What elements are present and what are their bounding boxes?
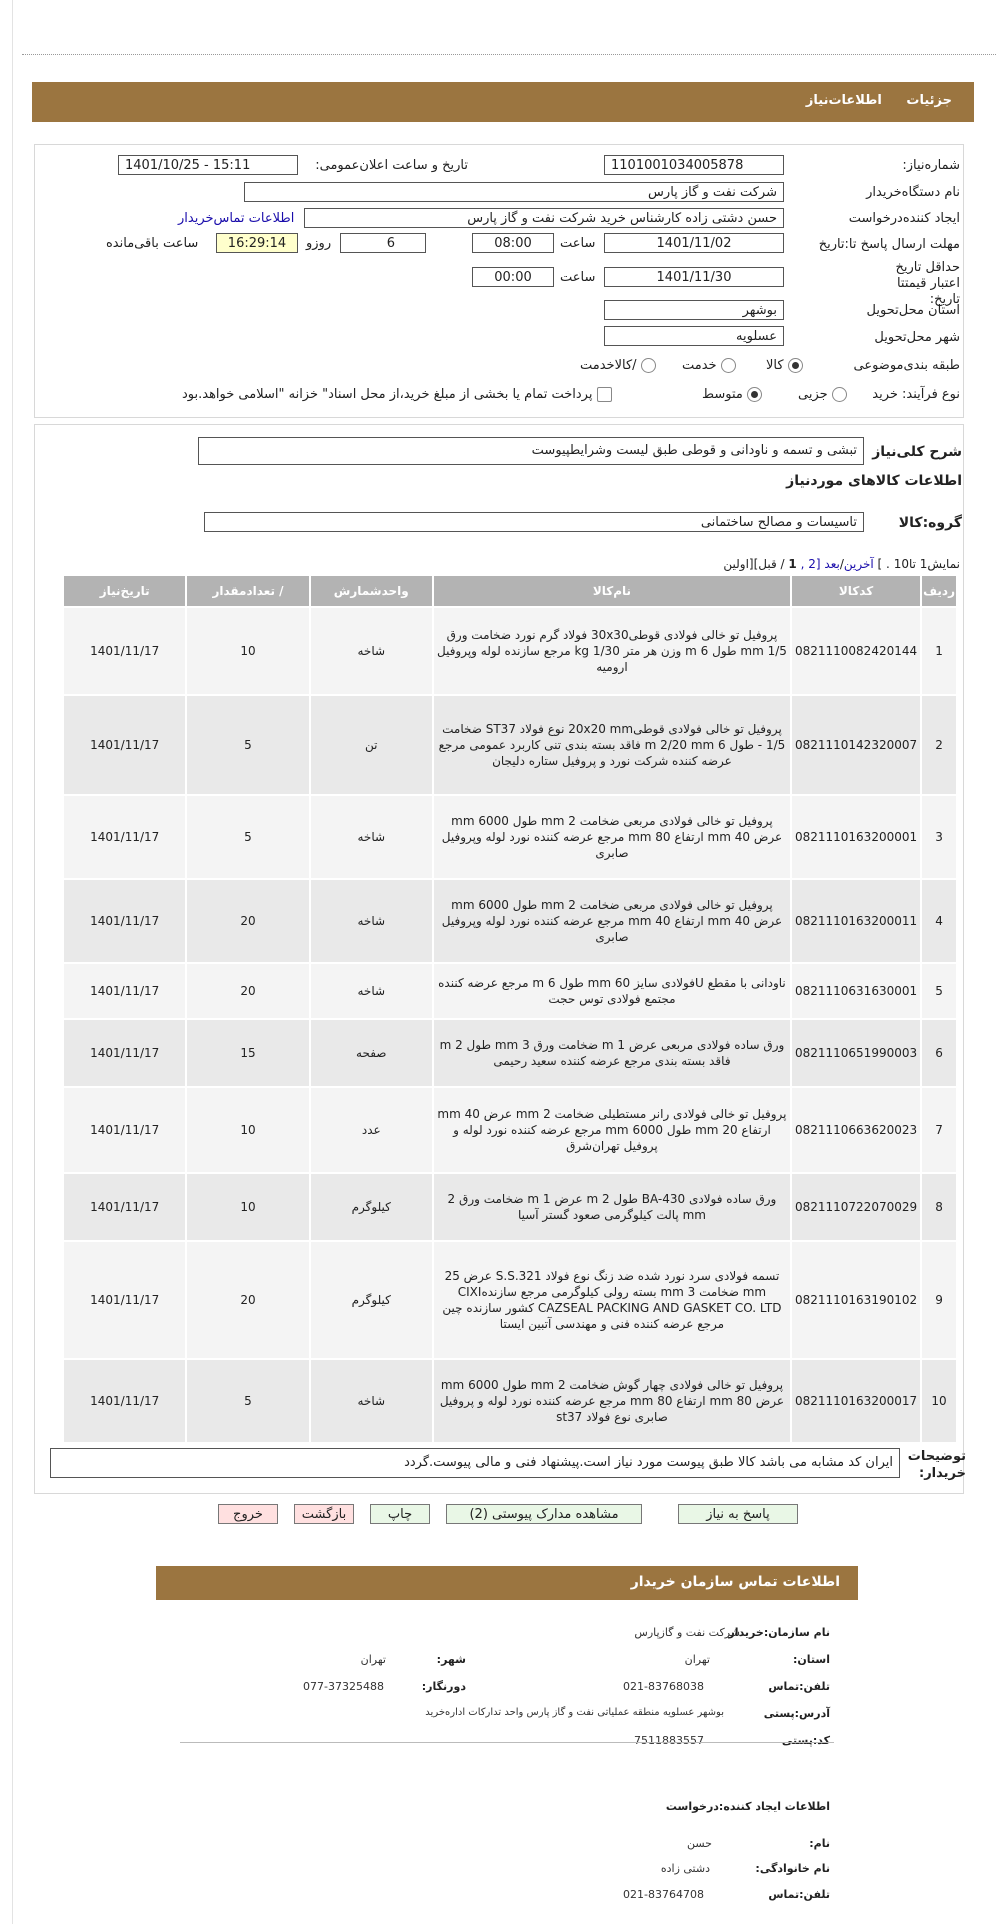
row-index: 3 bbox=[921, 795, 957, 879]
item-name: پروفیل تو خالی فولادی قوطی20x20 mm نوع فولاد ST37 ضخامت 1/5 - طول 6 m 2/20 mm فاقد بسته بندی تنی کاربرد عمومی مرجع عرضه کننده شرکت نورد و پروفیل ستاره دلیجان bbox=[433, 695, 791, 795]
org-value: شرکت نفت و گازپارس bbox=[634, 1626, 740, 1639]
item-code: 0821110142320007 bbox=[791, 695, 921, 795]
address-value: بوشهر عسلویه منطقه عملیاتی نفت و گاز پارس واحد تدارکات اداره‌خرید bbox=[425, 1707, 724, 1718]
print-button[interactable]: چاپ bbox=[370, 1504, 430, 1524]
category-goods-label: کالا bbox=[766, 358, 784, 373]
table-row bbox=[63, 1359, 957, 1443]
process-medium-option[interactable] bbox=[702, 387, 762, 402]
item-code: 0821110163200001 bbox=[791, 795, 921, 879]
item-date: 1401/11/17 bbox=[63, 1241, 186, 1359]
city-field: عسلویه bbox=[604, 326, 784, 346]
contact-phone-value: 021-83768038 bbox=[623, 1680, 704, 1693]
validity-date-field: 1401/11/30 bbox=[604, 267, 784, 287]
table-row bbox=[63, 795, 957, 879]
col-row-number: ردیف bbox=[921, 575, 957, 607]
deadline-label: مهلت ارسال پاسخ تا:تاریخ bbox=[818, 237, 960, 252]
address-label: آدرس:پستی bbox=[763, 1707, 830, 1720]
table-row bbox=[63, 607, 957, 695]
need-number-field: 1101001034005878 bbox=[604, 155, 784, 175]
reply-button[interactable]: پاسخ به نیاز bbox=[678, 1504, 798, 1524]
category-goods-option[interactable] bbox=[766, 358, 803, 373]
creator-phone-label: تلفن:تماس bbox=[768, 1888, 830, 1901]
description-field: تبشی و تسمه و ناودانی و قوطی طبق لیست وشرایطپیوست bbox=[198, 437, 864, 465]
remaining-label: ساعت باقی‌مانده bbox=[106, 236, 199, 251]
radio-both[interactable] bbox=[641, 358, 656, 373]
item-code: 0821110082420144 bbox=[791, 607, 921, 695]
item-date: 1401/11/17 bbox=[63, 607, 186, 695]
item-qty: 20 bbox=[186, 963, 309, 1019]
row-index: 10 bbox=[921, 1359, 957, 1443]
row-index: 7 bbox=[921, 1087, 957, 1173]
pagination-next-link[interactable]: بعد bbox=[824, 557, 840, 571]
province-label: استان محل‌تحویل bbox=[866, 303, 960, 318]
table-row bbox=[63, 1087, 957, 1173]
validity-time-label: ساعت bbox=[560, 270, 596, 285]
exit-button[interactable]: خروج bbox=[218, 1504, 278, 1524]
category-both-option[interactable] bbox=[580, 358, 656, 373]
city-label: شهر محل‌تحویل bbox=[874, 330, 960, 345]
item-date: 1401/11/17 bbox=[63, 1173, 186, 1241]
back-button[interactable]: بازگشت bbox=[294, 1504, 354, 1524]
item-qty: 5 bbox=[186, 1359, 309, 1443]
table-row bbox=[63, 1173, 957, 1241]
first-name-value: حسن bbox=[687, 1837, 712, 1850]
need-number-label: شماره‌نیاز: bbox=[902, 158, 960, 173]
table-row bbox=[63, 695, 957, 795]
item-name: پروفیل تو خالی فولادی مربعی ضخامت 2 mm طول 6000 mm عرض 40 mm ارتفاع 40 mm مرجع عرضه کننده نورد لوله وپروفیل صابری bbox=[433, 879, 791, 963]
item-unit: شاخه bbox=[310, 607, 433, 695]
group-field: تاسیسات و مصالح ساختمانی bbox=[204, 512, 864, 532]
process-medium-label: متوسط bbox=[702, 387, 743, 402]
row-index: 5 bbox=[921, 963, 957, 1019]
group-label: گروه:کالا bbox=[898, 515, 962, 531]
validity-label: حداقل تاریخ اعتبار قیمتتا تاریخ: bbox=[895, 260, 960, 307]
item-name: پروفیل تو خالی فولادی چهار گوش ضخامت 2 mm طول 6000 mm عرض 80 mm ارتفاع 80 mm مرجع عرضه کننده نورد لوله و پروفیل صابری نوع فولاد st37 bbox=[433, 1359, 791, 1443]
item-code: 0821110163190102 bbox=[791, 1241, 921, 1359]
item-name: ناودانی با مقطع Uفولادی سایز 60 mm طول 6 m مرجع عرضه کننده مجتمع فولادی توس حجت bbox=[433, 963, 791, 1019]
pagination-page-2[interactable]: [2 , bbox=[800, 557, 821, 571]
category-label: طبقه بندی‌موضوعی bbox=[853, 358, 960, 373]
col-item-code: کدکالا bbox=[791, 575, 921, 607]
deadline-date-field: 1401/11/02 bbox=[604, 233, 784, 253]
last-name-value: دشتی زاده bbox=[660, 1862, 710, 1875]
contact-province-value: تهران bbox=[684, 1653, 710, 1666]
goods-table bbox=[62, 574, 958, 1444]
item-date: 1401/11/17 bbox=[63, 795, 186, 879]
item-unit: صفحه bbox=[310, 1019, 433, 1087]
top-divider bbox=[22, 54, 996, 55]
item-qty: 10 bbox=[186, 1087, 309, 1173]
row-index: 9 bbox=[921, 1241, 957, 1359]
creator-field: حسن دشتی زاده کارشناس خرید شرکت نفت و گاز پارس bbox=[304, 208, 784, 228]
item-code: 0821110663620023 bbox=[791, 1087, 921, 1173]
goods-info-heading: اطلاعات کالاهای موردنیاز bbox=[786, 473, 962, 489]
item-qty: 10 bbox=[186, 607, 309, 695]
item-unit: عدد bbox=[310, 1087, 433, 1173]
radio-goods[interactable] bbox=[788, 358, 803, 373]
process-minor-label: جزیی bbox=[798, 387, 828, 402]
buyer-org-field: شرکت نفت و گاز پارس bbox=[244, 182, 784, 202]
item-unit: شاخه bbox=[310, 1359, 433, 1443]
row-index: 4 bbox=[921, 879, 957, 963]
postal-value: 7511883557 bbox=[634, 1734, 704, 1747]
remaining-time-field: 16:29:14 bbox=[216, 233, 298, 253]
days-label: روزو bbox=[306, 236, 332, 251]
row-index: 1 bbox=[921, 607, 957, 695]
creator-label: ایجاد کننده‌درخواست bbox=[848, 211, 960, 226]
contact-phone-label: تلفن:تماس bbox=[768, 1680, 830, 1693]
item-qty: 15 bbox=[186, 1019, 309, 1087]
buyer-notes-field: ایران کد مشابه می باشد کالا طبق پیوست مورد نیاز است.پیشنهاد فنی و مالی پیوست.گردد bbox=[50, 1448, 900, 1478]
col-quantity: / تعدادمقدار bbox=[186, 575, 309, 607]
deadline-time-field: 08:00 bbox=[472, 233, 554, 253]
fax-value: 077-37325488 bbox=[303, 1680, 384, 1693]
col-item-name: نام‌کالا bbox=[433, 575, 791, 607]
item-date: 1401/11/17 bbox=[63, 1087, 186, 1173]
item-unit: شاخه bbox=[310, 963, 433, 1019]
buyer-org-label: نام دستگاه‌خریدار bbox=[866, 185, 960, 200]
pagination-tail: / قبل][اولین bbox=[723, 557, 789, 571]
pagination-prefix: نمایش1 تا10 . ] bbox=[873, 557, 960, 571]
process-minor-option[interactable] bbox=[798, 387, 847, 402]
creator-phone-value: 021-83764708 bbox=[623, 1888, 704, 1901]
category-service-label: خدمت bbox=[682, 358, 717, 373]
header-bar bbox=[32, 82, 974, 122]
radio-service[interactable] bbox=[721, 358, 736, 373]
item-date: 1401/11/17 bbox=[63, 879, 186, 963]
item-unit: کیلوگرم bbox=[310, 1173, 433, 1241]
item-unit: تن bbox=[310, 695, 433, 795]
item-name: پروفیل تو خالی فولادی رانر مستطیلی ضخامت 2 mm عرض 40 mm ارتفاع 20 mm طول 6000 mm مرجع عرضه کننده نورد لوله و پروفیل تهران‌شرق bbox=[433, 1087, 791, 1173]
days-field: 6 bbox=[340, 233, 426, 253]
col-unit: واحدشمارش bbox=[310, 575, 433, 607]
col-need-date: تاریخ‌نیاز bbox=[63, 575, 186, 607]
payment-label: پرداخت تمام یا بخشی از مبلغ خرید،از محل اسناد" خزانه "اسلامی خواهد.بود bbox=[182, 387, 593, 402]
announce-field: 1401/10/25 - 15:11 bbox=[118, 155, 298, 175]
item-date: 1401/11/17 bbox=[63, 1359, 186, 1443]
item-name: پروفیل تو خالی فولادی مربعی ضخامت 2 mm طول 6000 mm عرض 40 mm ارتفاع 80 mm مرجع عرضه کننده نورد لوله وپروفیل صابری bbox=[433, 795, 791, 879]
process-label: نوع فرآیند: خرید bbox=[872, 387, 960, 402]
item-unit: شاخه bbox=[310, 879, 433, 963]
table-row bbox=[63, 1241, 957, 1359]
table-row bbox=[63, 963, 957, 1019]
item-date: 1401/11/17 bbox=[63, 963, 186, 1019]
item-code: 0821110163200017 bbox=[791, 1359, 921, 1443]
description-label: شرح کلی‌نیاز bbox=[872, 444, 962, 460]
tab-details[interactable]: جزئیات bbox=[906, 93, 952, 108]
buyer-contact-link[interactable]: اطلاعات تماس‌خریدار bbox=[178, 211, 295, 226]
item-qty: 5 bbox=[186, 795, 309, 879]
item-qty: 5 bbox=[186, 695, 309, 795]
first-name-label: نام: bbox=[809, 1837, 830, 1850]
contact-city-label: شهر: bbox=[436, 1653, 466, 1666]
item-name: ورق ساده فولادی BA-430 طول 2 m عرض 1 m ضخامت ورق 2 mm پالت کیلوگرمی صعود گستر آسیا bbox=[433, 1173, 791, 1241]
contact-city-value: تهران bbox=[360, 1653, 386, 1666]
row-index: 2 bbox=[921, 695, 957, 795]
pagination: نمایش1 تا10 . ] آخرین/بعد [2 , 1 / قبل][اولین bbox=[723, 557, 960, 571]
category-both-label: /کالاخدمت bbox=[580, 358, 637, 373]
item-name: تسمه فولادی سرد نورد شده ضد زنگ نوع فولاد S.S.321 عرض 25 mm ضخامت 3 mm بسته رولی کیلوگرمی مرجع سازندهCIXI CAZSEAL PACKING AND GASKET CO. LTD کشور سازنده چین مرجع عرضه کننده فنی و مهندسی آتبین ایستا bbox=[433, 1241, 791, 1359]
row-index: 8 bbox=[921, 1173, 957, 1241]
org-label: نام سازمان:خریدار bbox=[728, 1626, 830, 1639]
radio-medium[interactable] bbox=[747, 387, 762, 402]
postal-label: کد:پستی bbox=[781, 1734, 830, 1747]
table-row bbox=[63, 879, 957, 963]
pagination-current-page: 1 bbox=[788, 557, 797, 571]
last-name-label: نام خانوادگی: bbox=[755, 1862, 830, 1875]
pagination-last-link[interactable]: آخرین bbox=[843, 557, 874, 571]
item-code: 0821110163200011 bbox=[791, 879, 921, 963]
contact-province-label: استان: bbox=[793, 1653, 830, 1666]
contact-title: اطلاعات تماس سازمان‌ خریدار bbox=[630, 1574, 840, 1590]
payment-option[interactable] bbox=[182, 387, 612, 402]
category-service-option[interactable] bbox=[682, 358, 736, 373]
item-qty: 10 bbox=[186, 1173, 309, 1241]
contact-header bbox=[156, 1566, 858, 1600]
item-unit: شاخه bbox=[310, 795, 433, 879]
contact-divider bbox=[180, 1742, 834, 1743]
payment-checkbox[interactable] bbox=[597, 387, 612, 402]
item-code: 0821110722070029 bbox=[791, 1173, 921, 1241]
radio-minor[interactable] bbox=[832, 387, 847, 402]
page-left-border bbox=[12, 0, 13, 1924]
goods-table-header bbox=[63, 575, 957, 607]
province-field: بوشهر bbox=[604, 300, 784, 320]
creator-info-title: اطلاعات ایجاد کننده:درخواست bbox=[665, 1800, 830, 1813]
item-code: 0821110651990003 bbox=[791, 1019, 921, 1087]
item-date: 1401/11/17 bbox=[63, 695, 186, 795]
tab-need-info[interactable]: اطلاعات‌نیاز bbox=[805, 93, 882, 108]
item-unit: کیلوگرم bbox=[310, 1241, 433, 1359]
validity-time-field: 00:00 bbox=[472, 267, 554, 287]
fax-label: دورنگار: bbox=[421, 1680, 466, 1693]
item-date: 1401/11/17 bbox=[63, 1019, 186, 1087]
item-qty: 20 bbox=[186, 1241, 309, 1359]
item-name: پروفیل تو خالی فولادی قوطی30x30 فولاد گرم نورد ضخامت ورق 1/5 mm طول 6 m وزن هر متر 1/30 kg مرجع سازنده لوله وپروفیل ارومیه bbox=[433, 607, 791, 695]
row-index: 6 bbox=[921, 1019, 957, 1087]
view-attachments-button[interactable]: مشاهده مدارک پیوستی (2) bbox=[446, 1504, 642, 1524]
item-code: 0821110631630001 bbox=[791, 963, 921, 1019]
deadline-time-label: ساعت bbox=[560, 236, 596, 251]
buyer-notes-label: توضیحات خریدار: bbox=[907, 1449, 966, 1481]
table-row bbox=[63, 1019, 957, 1087]
item-qty: 20 bbox=[186, 879, 309, 963]
item-name: ورق ساده فولادی مربعی عرض 1 m ضخامت ورق 3 mm طول 2 m فاقد بسته بندی مرجع عرضه کننده سعید رحیمی bbox=[433, 1019, 791, 1087]
announce-label: تاریخ و ساعت اعلان‌عمومی: bbox=[315, 158, 468, 173]
